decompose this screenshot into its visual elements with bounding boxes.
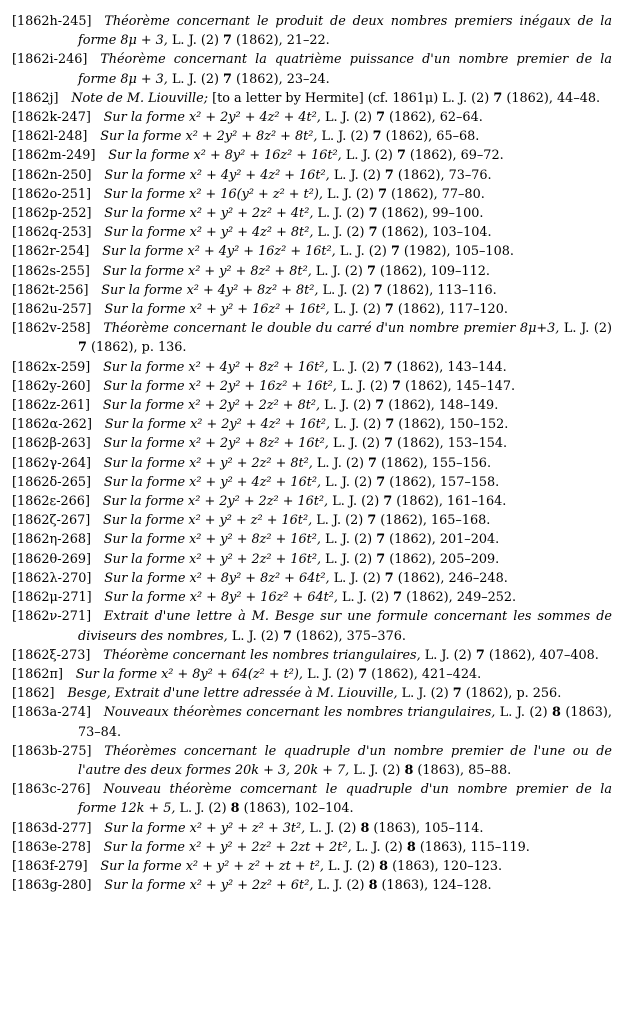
entry-key: [1862u-257]: [12, 302, 92, 318]
bibliography-entry: [12, 550, 612, 569]
bibliography-entry: [12, 742, 612, 780]
entry-title: Sur la forme x² + 2y² + 4z² + 16t²,: [104, 417, 331, 433]
bibliography-entry: [12, 108, 612, 127]
entry-key: [1862x-259]: [12, 359, 91, 375]
entry-key: [1863a-274]: [12, 705, 91, 721]
entry-reference: L. J. (2) 7 (1862), 157–158.: [325, 474, 500, 490]
entry-reference: L. J. (2) 7 (1862), 246–248.: [333, 570, 508, 586]
entry-title: Sur la forme x² + y² + 4z² + 8t²,: [104, 225, 314, 241]
entry-reference: L. J. (2) 7 (1862), 77–80.: [326, 186, 485, 202]
entry-reference: L. J. (2) 7 (1862), 99–100.: [317, 206, 484, 222]
entry-key: [1863e-278]: [12, 839, 91, 855]
bibliography-entry: [12, 857, 612, 876]
entry-key: [1862ε-266]: [12, 494, 90, 510]
entry-title: Sur la forme x² + 2y² + 4z² + 4t²,: [103, 110, 321, 126]
entry-key: [1862θ-269]: [12, 551, 92, 567]
entry-reference: L. J. (2) 8 (1863), 105–114.: [309, 820, 484, 836]
entry-title: Sur la forme x² + 2y² + 8z² + 16t²,: [103, 436, 329, 452]
entry-title: Théorème concernant la quatrième puissance d'un nombre premier de la forme 8μ + 3,: [78, 52, 612, 87]
entry-reference: L. J. (2) 7 (1862), 143–144.: [332, 359, 507, 375]
entry-title: Sur la forme x² + y² + 2z² + 2zt + 2t²,: [103, 839, 352, 855]
entry-reference: L. J. (2) 7 (1862), 155–156.: [316, 455, 492, 471]
bibliography-entry: [12, 780, 612, 818]
entry-title: Sur la forme x² + 4y² + 4z² + 16t²,: [104, 167, 330, 183]
entry-key: [1862q-253]: [12, 225, 92, 241]
bibliography-entry: [12, 588, 612, 607]
bibliography-entry: [12, 876, 612, 895]
bibliography-entry: [12, 166, 612, 185]
entry-key: [1862α-262]: [12, 417, 92, 433]
bibliography-entry: [12, 146, 612, 165]
bibliography-entry: [12, 492, 612, 511]
entry-reference: L. J. (2) 7 (1862), 153–154.: [332, 436, 508, 452]
bibliography-entry: [12, 665, 612, 684]
entry-key: [1862β-263]: [12, 436, 91, 452]
bibliography-entry: [12, 838, 612, 857]
entry-key: [1862l-248]: [12, 129, 88, 145]
entry-key: [1862η-268]: [12, 532, 91, 548]
entry-key: [1862m-249]: [12, 148, 96, 164]
entry-title: Sur la forme x² + 4y² + 16z² + 16t²,: [102, 244, 336, 260]
entry-key: [1862ν-271]: [12, 609, 92, 625]
bibliography-entry: [12, 242, 612, 261]
entry-title: Sur la forme x² + y² + 2z² + 8t²,: [103, 455, 313, 471]
bibliography-entry: [12, 569, 612, 588]
bibliography-entry: [12, 223, 612, 242]
entry-reference: L. J. (2) 7 (1862), p. 136.: [78, 321, 612, 356]
entry-key: [1862t-256]: [12, 282, 89, 298]
entry-key: [1862μ-271]: [12, 590, 92, 606]
entry-title: Sur la forme x² + 2y² + 16z² + 16t²,: [103, 378, 337, 394]
entry-key: [1862ξ-273]: [12, 647, 91, 663]
entry-reference: L. J. (2) 7 (1862), 117–120.: [333, 302, 508, 318]
entry-key: [1863b-275]: [12, 743, 92, 759]
bibliography-entry: [12, 127, 612, 146]
entry-reference: L. J. (2) 7 (1862), 375–376.: [231, 628, 406, 644]
bibliography-entry: [12, 89, 612, 108]
entry-reference: L. J. (2) 8 (1863), 102–104.: [179, 801, 354, 817]
entry-title: Nouveau théorème comcernant le quadruple d'un nombre premier de la forme 12k + 5,: [78, 782, 612, 817]
entry-reference: L. J. (2) 7 (1862), 73–76.: [333, 167, 492, 183]
bibliography-entry: [12, 684, 612, 703]
entry-reference: L. J. (2) 7 (1862), 201–204.: [325, 532, 500, 548]
bibliography-entry: [12, 185, 612, 204]
entry-key: [1862n-250]: [12, 167, 92, 183]
entry-title: Théorèmes concernant le quadruple d'un nombre premier de l'une ou de l'autre des deux formes 20k + 3, 20k + 7,: [78, 743, 612, 778]
entry-title: Sur la forme x² + y² + 2z² + 6t²,: [104, 878, 314, 894]
entry-title: Sur la forme x² + y² + z² + 3t²,: [104, 820, 306, 836]
entry-key: [1862]: [12, 686, 55, 702]
entry-reference: L. J. (2) 7 (1862), 103–104.: [317, 225, 492, 241]
entry-key: [1862γ-264]: [12, 455, 91, 471]
entry-key: [1862z-261]: [12, 398, 91, 414]
entry-reference: L. J. (2) 8 (1863), 73–84.: [78, 705, 612, 740]
entry-title: Sur la forme x² + y² + 8z² + 8t²,: [102, 263, 312, 279]
entry-title: Sur la forme x² + y² + 8z² + 16t²,: [103, 532, 322, 548]
bibliography-entry: [12, 473, 612, 492]
entry-reference: L. J. (2) 7 (1862), 113–116.: [322, 282, 497, 298]
entry-title: Sur la forme x² + 16(y² + z² + t²),: [103, 186, 323, 202]
entry-key: [1862p-252]: [12, 206, 92, 222]
entry-title: Sur la forme x² + y² + 4z² + 16t²,: [103, 474, 322, 490]
entry-reference: L. J. (2) 7 (1862), 65–68.: [321, 129, 480, 145]
bibliography-entry: [12, 607, 612, 645]
entry-title: Nouveaux théorèmes concernant les nombres triangulaires,: [103, 705, 496, 721]
entry-title: Sur la forme x² + 8y² + 16z² + 16t²,: [108, 148, 342, 164]
entry-title: Sur la forme x² + 8y² + 64(z² + t²),: [75, 666, 303, 682]
entry-reference: L. J. (2) 8 (1863), 115–119.: [355, 839, 530, 855]
bibliography-entry: [12, 319, 612, 357]
entry-title: Sur la forme x² + y² + z² + zt + t²,: [100, 858, 324, 874]
entry-title: Sur la forme x² + y² + 2z² + 16t²,: [103, 551, 322, 567]
entry-reference: [to a letter by Hermite] (cf. 1861μ) L. J. (2) 7 (1862), 44–48.: [212, 90, 601, 106]
entry-reference: L. J. (2) 8 (1863), 120–123.: [328, 858, 503, 874]
entry-key: [1862r-254]: [12, 244, 90, 260]
entry-key: [1862j]: [12, 90, 59, 106]
entry-title: Sur la forme x² + y² + 2z² + 4t²,: [104, 206, 314, 222]
entry-key: [1862λ-270]: [12, 570, 92, 586]
entry-key: [1862i-246]: [12, 52, 88, 68]
bibliography-entry: [12, 300, 612, 319]
bibliography-entry: [12, 204, 612, 223]
bibliography-entry: [12, 530, 612, 549]
entry-title: Sur la forme x² + 8y² + 16z² + 64t²,: [104, 590, 338, 606]
entry-reference: L. J. (2) 7 (1862), 421–424.: [307, 666, 482, 682]
entry-reference: L. J. (2) 8 (1863), 124–128.: [317, 878, 492, 894]
bibliography-entry: [12, 434, 612, 453]
bibliography-entry: [12, 703, 612, 741]
entry-title: Sur la forme x² + 2y² + 2z² + 16t²,: [102, 494, 329, 510]
entry-key: [1863f-279]: [12, 858, 88, 874]
entry-title: Extrait d'une lettre à M. Besge sur une formule concernant les sommes de diviseurs des nombres,: [78, 609, 612, 644]
entry-reference: L. J. (2) 8 (1863), 85–88.: [353, 762, 512, 778]
entry-key: [1862ζ-267]: [12, 513, 91, 529]
entry-key: [1862o-251]: [12, 186, 92, 202]
entry-reference: L. J. (2) 7 (1862), 148–149.: [324, 398, 499, 414]
bibliography-entry: [12, 262, 612, 281]
entry-title: Sur la forme x² + y² + z² + 16t²,: [103, 513, 313, 529]
bibliography-entry: [12, 819, 612, 838]
entry-key: [1862v-258]: [12, 321, 91, 337]
entry-reference: L. J. (2) 7 (1862), 21–22.: [171, 33, 330, 49]
entry-reference: L. J. (2) 7 (1862), 407–408.: [424, 647, 599, 663]
bibliography-entry: [12, 646, 612, 665]
entry-reference: L. J. (2) 7 (1862), 145–147.: [340, 378, 516, 394]
bibliography-entry: [12, 396, 612, 415]
entry-reference: L. J. (2) 7 (1862), 109–112.: [315, 263, 490, 279]
bibliography-entry: [12, 281, 612, 300]
entry-key: [1862δ-265]: [12, 474, 92, 490]
bibliography-entry: [12, 415, 612, 434]
entry-reference: L. J. (2) 7 (1862), 150–152.: [334, 417, 509, 433]
entry-title: Sur la forme x² + 8y² + 8z² + 64t²,: [104, 570, 330, 586]
entry-reference: L. J. (2) 7 (1862), 249–252.: [342, 590, 517, 606]
entry-key: [1862s-255]: [12, 263, 90, 279]
entry-title: Note de M. Liouville;: [71, 90, 209, 106]
entry-reference: L. J. (2) 7 (1862), p. 256.: [401, 686, 562, 702]
entry-title: Sur la forme x² + 2y² + 8z² + 8t²,: [100, 129, 318, 145]
bibliography-entry: [12, 50, 612, 88]
entry-reference: L. J. (2) 7 (1862), 62–64.: [324, 110, 483, 126]
entry-title: Sur la forme x² + 4y² + 8z² + 16t²,: [103, 359, 329, 375]
entry-key: [1863d-277]: [12, 820, 92, 836]
entry-title: Sur la forme x² + 4y² + 8z² + 8t²,: [101, 282, 319, 298]
entry-reference: L. J. (2) 7 (1862), 205–209.: [325, 551, 500, 567]
bibliography-entry: [12, 12, 612, 50]
bibliography-entry: [12, 454, 612, 473]
entry-reference: L. J. (2) 7 (1862), 69–72.: [345, 148, 504, 164]
bibliography-entry: [12, 511, 612, 530]
entry-key: [1863c-276]: [12, 782, 91, 798]
entry-key: [1862h-245]: [12, 14, 92, 29]
entry-reference: L. J. (2) 7 (1862), 161–164.: [332, 494, 507, 510]
bibliography-entry: [12, 377, 612, 396]
entry-reference: L. J. (2) 7 (1862), 165–168.: [316, 513, 491, 529]
bibliography-entry: [12, 358, 612, 377]
entry-key: [1862π]: [12, 666, 63, 682]
entry-title: Besge, Extrait d'une lettre adressée à M. Liouville,: [67, 686, 398, 702]
entry-title: Théorème concernant le produit de deux nombres premiers inégaux de la forme 8μ + 3,: [78, 14, 612, 49]
entry-key: [1862k-247]: [12, 110, 91, 126]
entry-title: Théorème concernant les nombres triangulaires,: [103, 647, 421, 663]
entry-title: Théorème concernant le double du carré d'un nombre premier 8μ+3,: [103, 321, 560, 337]
entry-key: [1863g-280]: [12, 878, 92, 894]
entry-title: Sur la forme x² + y² + 16z² + 16t²,: [104, 302, 330, 318]
entry-reference: L. J. (2) 7 (1862), 23–24.: [171, 71, 330, 87]
entry-key: [1862y-260]: [12, 378, 91, 394]
entry-reference: L. J. (2) 7 (1982), 105–108.: [339, 244, 514, 260]
entry-title: Sur la forme x² + 2y² + 2z² + 8t²,: [102, 398, 321, 414]
